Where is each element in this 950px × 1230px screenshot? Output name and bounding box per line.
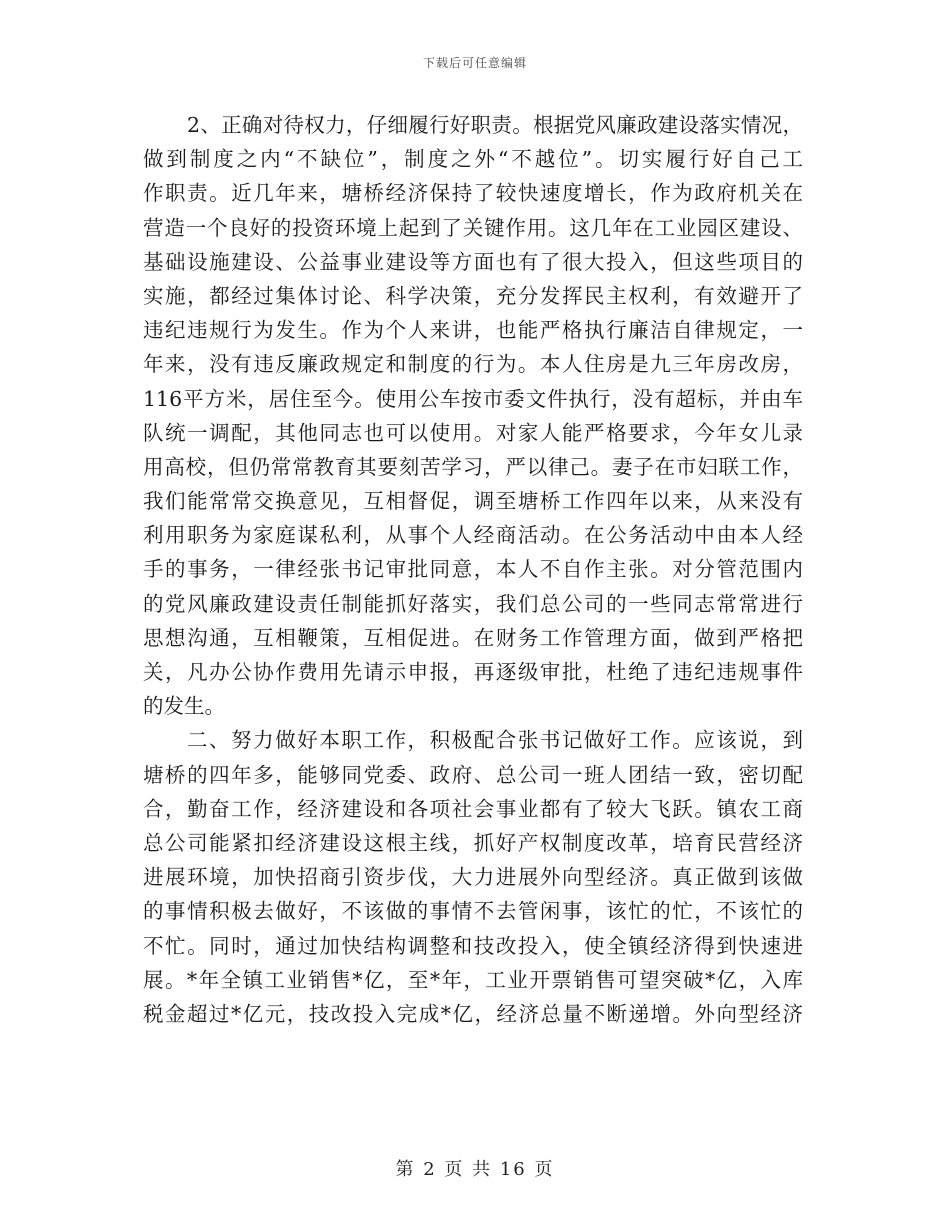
text-line: 合，勤奋工作，经济建设和各项社会事业都有了较大飞跃。镇农工商 [143,796,803,821]
text-line: 营造一个良好的投资环境上起到了关键作用。这几年在工业园区建设、 [143,215,803,240]
text-line: 用高校，但仍常常教育其要刻苦学习，严以律己。妻子在市妇联工作， [143,454,803,479]
text-line: 的发生。 [143,694,225,719]
page-number: 第 2 页 共 16 页 [395,1159,555,1180]
text-line: 不忙。同时，通过加快结构调整和技改投入，使全镇经济得到快速进 [143,933,803,958]
document-body [143,108,803,1031]
text-line: 关，凡办公协作费用先请示申报，再逐级审批，杜绝了违纪违规事件 [143,660,803,684]
text-line: 实施，都经过集体讨论、科学决策，充分发挥民主权利，有效避开了 [143,283,803,308]
text-line: 116平方米，居住至今。使用公车按市委文件执行，没有超标，并由车 [143,386,803,411]
text-line: 二、努力做好本职工作，积极配合张书记做好工作。应该说，到 [187,728,803,753]
text-line: 塘桥的四年多，能够同党委、政府、总公司一班人团结一致，密切配 [143,762,803,787]
text-line: 手的事务，一律经张书记审批同意，本人不自作主张。对分管范围内 [143,557,803,582]
text-line: 做到制度之内“不缺位”，制度之外“不越位”。切实履行好自己工 [143,147,803,172]
text-line: 队统一调配，其他同志也可以使用。对家人能严格要求，今年女儿录 [143,420,803,445]
text-line: 年来，没有违反廉政规定和制度的行为。本人住房是九三年房改房， [143,352,803,377]
text-line: 展。*年全镇工业销售*亿，至*年，工业开票销售可望突破*亿，入库 [143,967,803,992]
text-line: 基础设施建设、公益事业建设等方面也有了很大投入，但这些项目的 [143,249,803,274]
text-line: 利用职务为家庭谋私利，从事个人经商活动。在公务活动中由本人经 [143,523,803,548]
text-line: 税金超过*亿元，技改投入完成*亿，经济总量不断递增。外向型经济 [143,1001,803,1026]
text-line: 的事情积极去做好，不该做的事情不去管闲事，该忙的忙，不该忙的 [143,899,803,924]
text-line: 进展环境，加快招商引资步伐，大力进展外向型经济。真正做到该做 [143,865,803,890]
text-line: 总公司能紧扣经济建设这根主线，抓好产权制度改革，培育民营经济 [143,830,803,855]
text-line: 思想沟通，互相鞭策，互相促进。在财务工作管理方面，做到严格把 [143,625,803,650]
text-line: 的党风廉政建设责任制能抓好落实，我们总公司的一些同志常常进行 [143,591,803,616]
text-line: 违纪违规行为发生。作为个人来讲，也能严格执行廉洁自律规定，一 [143,318,803,343]
page-header-note: 下载后可任意编辑 [422,56,527,70]
text-line: 2、正确对待权力，仔细履行好职责。根据党风廉政建设落实情况， [187,113,803,137]
text-line: 作职责。近几年来，塘桥经济保持了较快速度增长，作为政府机关在 [143,181,803,206]
text-line: 我们能常常交换意见，互相督促，调至塘桥工作四年以来，从来没有 [143,489,803,514]
